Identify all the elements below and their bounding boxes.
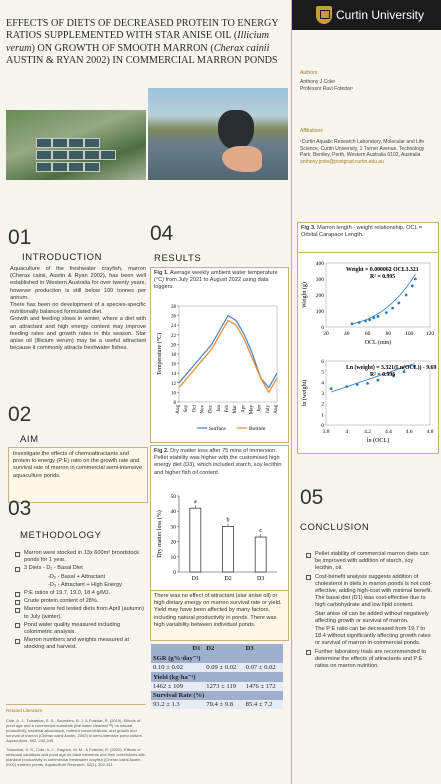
x-tick-label: 20 [323,331,329,337]
y-tick-label: 26 [171,314,176,320]
trend-line [352,274,415,324]
equation-label: Weight = 0.000062 OCL3.321 [346,267,419,273]
x-tick-label: Dec [208,405,214,414]
section-number: 01 [8,226,32,249]
fig1-panel [150,267,289,443]
data-point [330,387,333,390]
fig1-caption: Fig 1. Average weekly ambient water temperature (°C) from July 2021 to August 2022 using data loggers. [154,270,278,291]
x-tick-label: Sep [184,405,190,413]
fig3-panel [297,252,439,454]
data-point [368,318,371,321]
growth-table: D1 D2 D3 SGR (g%·day⁻¹) 0.10 ± 0.02 0.09 ± 0.02 0.07 ± 0.02 Yield (kg·ha⁻¹) 1462 ± 109 1273 ± 119 1476 ± 172 Survival Rate (%) 93.2 ± 1.3 79.4 ± 9.8 85.4 ± 7.2 [151,644,283,709]
poster-title: EFFECTS OF DIETS OF DECREASED PROTEIN TO ENERGY RATIOS SUPPLEMENTED WITH STAR ANISE OIL (Illicium verum) ON GROWTH OF SMOOTH MARRON (Cherax cainii AUSTIN & RYAN 2002) IN COMMERCIAL MARRON PONDS [6,18,279,67]
aim-heading: AIM [20,434,39,445]
x-tick-label: 4.4 [384,429,392,435]
university-name: Curtin University [336,8,425,22]
x-tick-label: Aug [274,405,279,414]
x-tick-label: 3.8 [322,429,330,435]
x-tick-label: 4.2 [364,429,372,435]
y-tick-label: 5 [321,369,324,376]
x-tick-label: Nov [200,405,206,414]
x-tick-label: 120 [425,331,435,337]
list-item: Cost-benefit analysis suggests addition of cholesterol in diets in marron ponds is not cost-effective, adding high-cost with minimal benefit. The basal diet (D1) was cost-effective due to high carbohydrate and low lipid content. [305,574,433,610]
section-number: 02 [8,403,32,426]
x-tick-label: 4.6 [405,429,413,435]
equation-label: Ln (weight) = 3.321(Ln(OCL)) - 9.69 [346,365,437,371]
y-tick-label: 12 [171,381,176,387]
authors-block [300,70,434,92]
methodology-list [14,550,146,653]
y-axis-label: Dry matter loss (%) [157,510,163,558]
bar [190,508,201,572]
authors-label: Authors [300,70,318,76]
x-tick-label: Jan [216,405,222,412]
x-tick-label: Aug [176,405,181,414]
x-tick-label: May [249,405,255,415]
data-point [345,385,348,388]
y-tick-label: 50 [170,494,176,500]
y-tick-label: 14 [171,372,176,378]
fig2-caption: Fig 2. Dry matter loss after 75 mins of immersion. Pellet stability was higher with the customised high energy diet (D3), which included starch, soy lecithin and higher fish oil content. [154,448,282,476]
x-tick-label: Oct [192,405,198,413]
affiliation-text: ¹Curtin Aquatic Research Laboratory, Molecular and Life Science, Curtin University, 1 Turner Avenue, Technology Park, Bentley, Perth, Western Australia 6102, Australia [300,139,425,159]
y-tick-label: 16 [171,362,176,368]
x-tick-label: 4 [345,429,349,435]
y-tick-label: 0 [173,570,176,576]
list-item: Pellet stability of commercial marron diets can be improved with addition of starch, soy lecithin, oil. [305,551,433,573]
list-item: Crude protein content of 28%. [14,598,146,605]
data-point [397,302,400,305]
x-tick-label: Mar [233,405,239,414]
results-heading: RESULTS [154,253,202,264]
fig3-caption: Fig 3. Marron length - weight relationship, OCL = Orbital Carapace Length. [297,222,439,254]
data-point [364,320,367,323]
list-item: Marron were stocked in 13x 600m² broodstock ponds for 1 year. [14,550,146,564]
aerial-ponds-photo [6,110,146,180]
data-point [385,311,388,314]
affiliations-block [300,128,434,165]
list-item: Further laboratory trials are recommended to determine the effects of attractants and P:E ratios on marron nutrition. [305,649,433,671]
y-tick-label: 0 [321,325,324,331]
x-tick-label: Jun [257,405,263,412]
y-tick-label: 20 [171,343,176,349]
list-item: P:E ratios of 19.7, 19.0, 18.4 g/MJ. [14,590,146,597]
author-email[interactable]: anthony.jcole@postgrad.curtin.edu.au [300,158,384,165]
x-tick-label: D2 [224,576,232,582]
x-tick-label: D3 [256,576,265,582]
data-point [377,379,380,382]
x-tick-label: July [265,405,271,414]
r-squared-label: R² = 0.996 [370,372,396,378]
reference: Cole, A. J., Tulsankar, S. S., Saunders, B. J. & Fotedar, R. (2019). Effects of pond age and a commercial substrate (the water cleanser™) on natural productivity, bacterial abundance, nutrient concentrations, and growth and survival of marron (Cherax cainii Austin, 2002) in semi-intensive pond culture. Aquaculture, 502, 242-249. [6,718,143,743]
legend-label: Bottom [249,426,266,432]
intro-text: Aquaculture of the freshwater crayfish, marron (Cherax cainii, Austin & Ryan 2002), has been well established in Western Australia for over twenty years, however production is still below 100 tonnes per annum. There has been no development of a species-specific nutritionally balanced formulated diet. Growth and feeding slows in winter, where a diet with an attractant and high energy content may improve feeding rates and growth rates in this season. Star anise oil (Illicium verum) may be a useful attractant because it commonly attracts freshwater fishes. [10,266,146,352]
significance-letter: a [193,499,197,506]
data-point [366,382,369,385]
methodology-heading: METHODOLOGY [20,530,102,541]
y-tick-label: 24 [171,324,176,330]
data-point [414,278,417,281]
section-number: 03 [8,497,32,520]
x-tick-label: 40 [344,331,350,337]
data-point [356,383,359,386]
y-tick-label: 1 [321,412,324,419]
crest-icon [316,6,332,24]
list-item: 3 Diets - D₁ - Basal Diet [14,565,146,572]
list-item: -D₃ - Attractant + High Energy [48,581,122,588]
y-tick-label: 400 [315,261,324,267]
y-tick-label: 10 [170,554,176,561]
results-note: There was no effect of attractant (star anise oil) or high dietary energy on marron survival rate or yield. Yield may have been affected by many factors, including natural productivity in ponds. There was high variability between individual ponds. [150,590,289,641]
y-tick-label: 0 [321,423,324,429]
section-number: 04 [150,222,174,245]
list-item: Pond water quality measured including colorimetric analysis. [14,622,146,636]
data-point [411,284,414,287]
y-axis-label: ln (weight) [302,379,308,407]
y-axis-label: Weight (g) [302,282,308,308]
fig2-panel [150,445,289,594]
data-point [405,294,408,297]
x-tick-label: Apr [241,405,247,413]
y-tick-label: 18 [171,353,176,358]
data-point [372,316,375,319]
author-name: Professor Ravi Fotedar¹ [300,85,354,92]
list-item: Marron numbers and weights measured at stocking and harvest. [14,637,146,651]
significance-letter: b [226,517,230,524]
data-point [351,322,354,325]
y-tick-label: 40 [170,509,176,516]
y-tick-label: 22 [171,333,176,339]
bar [223,526,234,572]
list-item: -D₂ - Basal + Attractant [48,573,106,580]
list-item: Star anise oil can be added without negatively affecting growth or survival of marron. [315,610,429,624]
temperature-chart [153,302,283,434]
y-tick-label: 100 [315,309,324,315]
r-squared-label: R² = 0.995 [370,274,396,280]
x-tick-label: 60 [364,331,371,337]
intro-heading: INTRODUCTION [22,252,103,263]
author-name: Anthony J Cole¹ [300,79,336,86]
conclusion-list [305,551,433,671]
data-point [377,315,380,318]
y-tick-label: 30 [170,524,176,531]
y-tick-label: 20 [170,539,176,546]
y-tick-label: 2 [321,401,324,408]
series-line-bottom [179,320,277,392]
x-tick-label: 80 [385,331,392,337]
column-divider [291,0,292,784]
y-tick-label: 200 [315,293,324,299]
x-axis-label: ln (OCL) [366,438,390,444]
university-header [292,0,441,30]
dry-matter-chart [153,492,283,588]
x-tick-label: 4.8 [426,429,434,435]
ln-weight-chart [298,353,438,453]
related-literature: Related Literature Cole, A. J., Tulsankar, S. S., Saunders, B. J. & Fotedar, R. (2019). Effects of pond age and a commercial substrate (the water cleanser™) on natural productivity, bacterial abundance, nutrient concentrations, and growth and survival of marron (Cherax cainii Austin, 2002) in semi-intensive pond culture. Aquaculture, 502, 242-249. Tulsankar, S. S., Cole, A. J., Gagnon, M. M., & Fotedar, R. (2020). Effects of seasonal variations and pond age on trace elements and their correlations with plankton productivity in commercial freshwater crayfish (Cherax cainii Austin, 2002) earthen ponds. Aquaculture Research, 52(1), 302-311. [6,708,146,767]
divider [6,704,146,705]
y-tick-label: 3 [321,391,324,397]
data-point [358,321,361,324]
series-line-surface [179,316,277,388]
affiliations-label: Affiliations [300,128,323,134]
conclusion-heading: CONCLUSION [300,522,370,533]
y-tick-label: 28 [171,305,176,310]
x-tick-label: Feb [225,405,230,413]
significance-letter: c [259,528,263,535]
y-tick-label: 10 [171,391,176,397]
list-item: Marron were fed tested diets from April (autumn) to July (winter). [14,606,146,620]
y-tick-label: 8 [173,401,176,406]
y-tick-label: 6 [321,359,324,365]
y-axis-label: Temperature (°C) [157,332,163,376]
bar [255,537,266,572]
section-number: 05 [300,486,324,509]
data-point [391,307,394,310]
aim-box: Investigate the effects of chemoattractants and protein to energy (P:E) ratio on the growth rate and survival rate of marron in commercial semi-intensive aquaculture ponds. [8,447,148,503]
weight-ocl-chart [298,255,438,355]
y-tick-label: 4 [321,380,324,387]
reference: Tulsankar, S. S., Cole, A. J., Gagnon, M. M., & Fotedar, R. (2020). Effects of seasonal variations and pond age on trace elements and their correlations with plankton productivity in commercial freshwater crayfish (Cherax cainii Austin, 2002) earthen ponds. Aquaculture Research, 52(1), 302-311. [6,747,146,767]
y-tick-label: 300 [315,277,324,283]
x-axis-label: OCL (mm) [364,340,392,346]
marron-in-hand-photo [148,88,288,180]
list-item: The P:E ratio can be decreased from 19.7 to 18.4 without significantly affecting growth rates or survival of marron in commercial ponds. [315,626,431,647]
x-tick-label: D1 [191,576,200,582]
growth-table-wrap [151,644,283,709]
x-tick-label: 100 [405,331,414,337]
legend-label: Surface [209,426,226,432]
